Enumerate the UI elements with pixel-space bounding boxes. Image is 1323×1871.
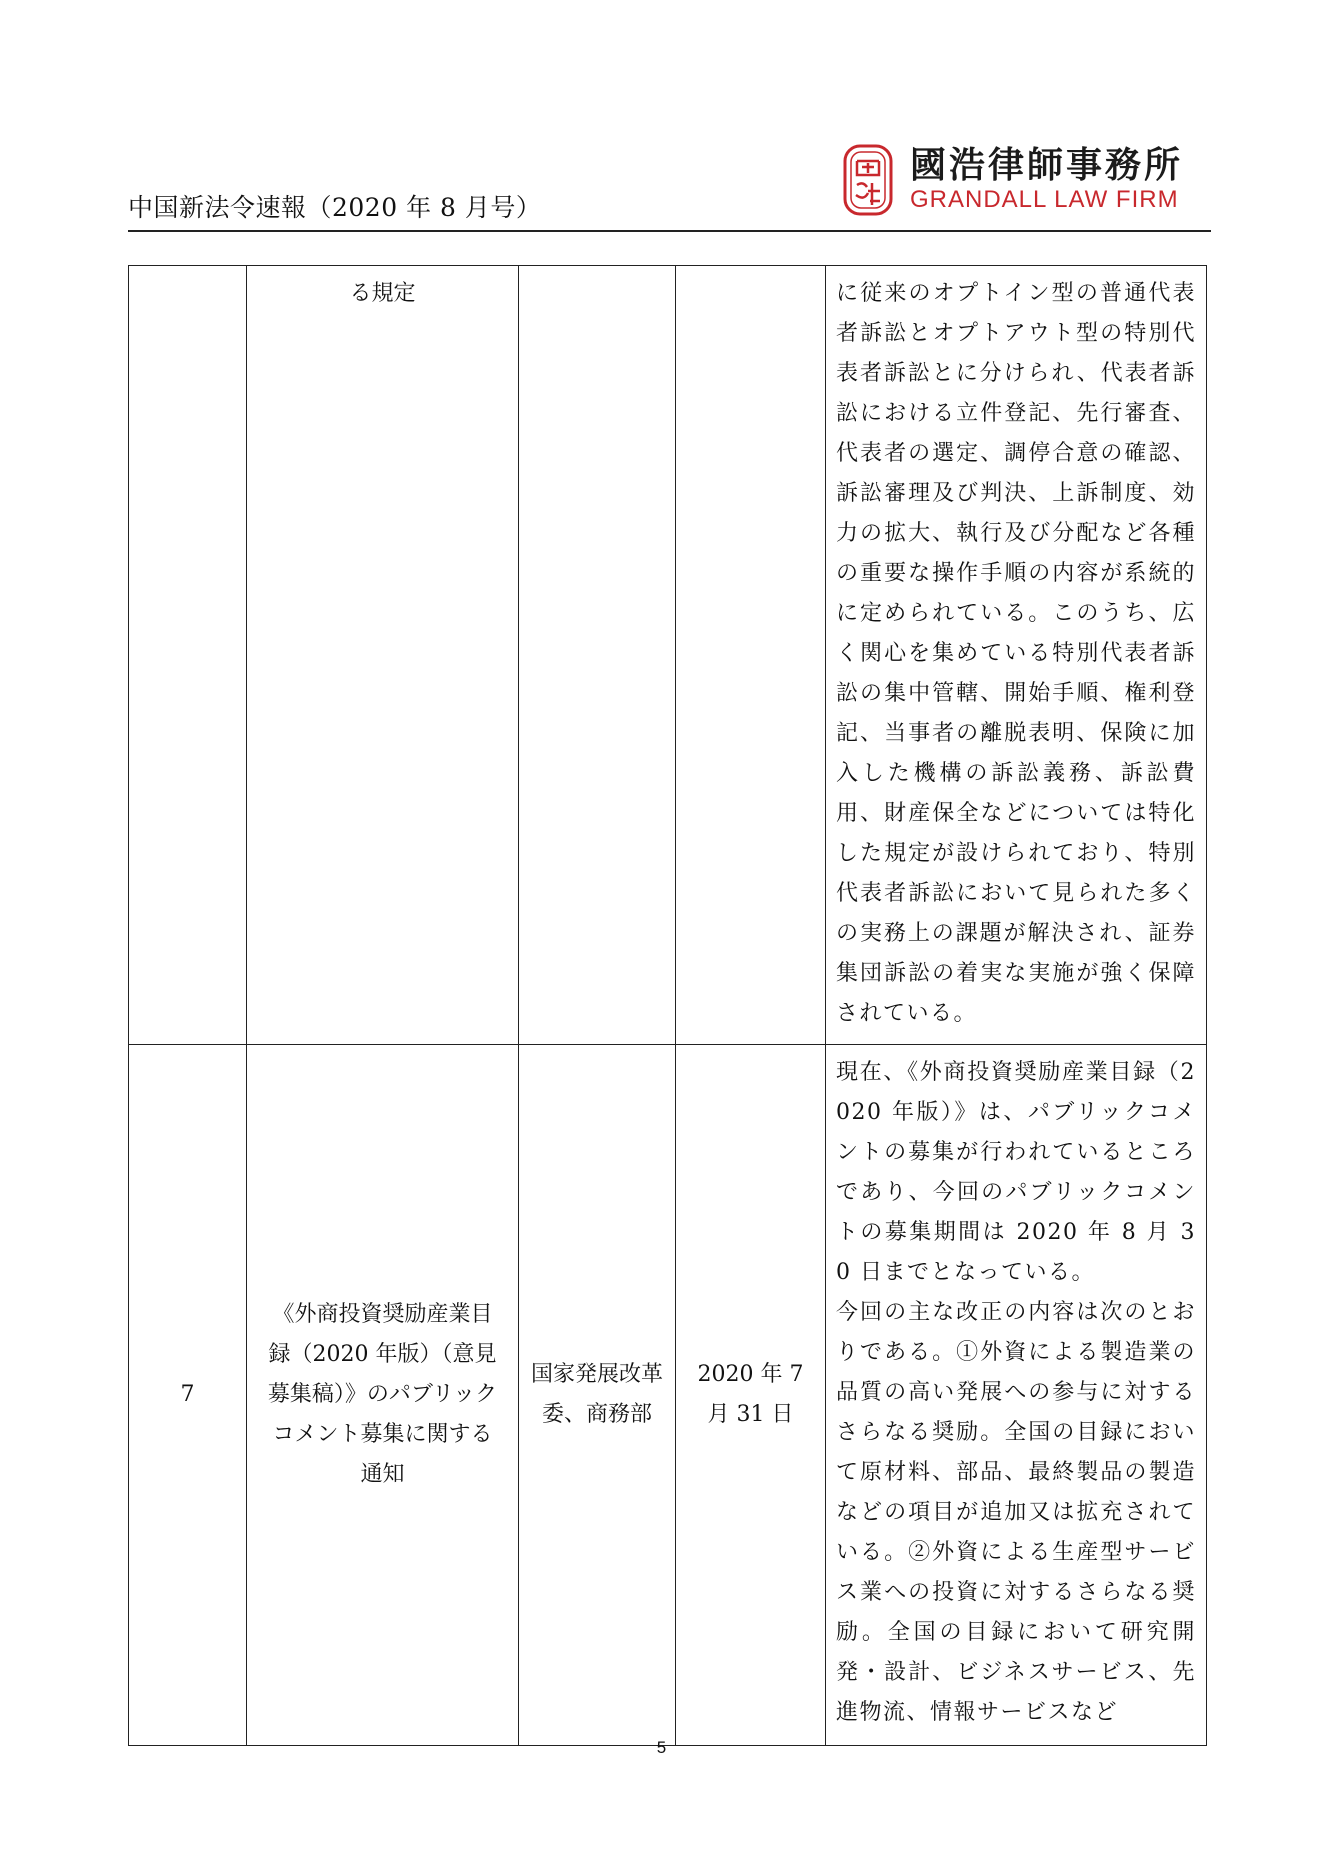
- row-number: 7: [180, 1382, 195, 1407]
- summary-paragraph: 現在、《外商投資奨励産業目録（2020 年版）》は、パブリックコメントの募集が行われているところであり、今回のパブリックコメントの募集期間は 2020 年 8 月 30 日までとなっている。: [836, 1060, 1196, 1285]
- issuing-authority-cell: [519, 1045, 676, 1746]
- table-row: [129, 1045, 1207, 1746]
- row-number-cell: [129, 1045, 247, 1746]
- summary-cell: [826, 266, 1207, 1045]
- page-header: [128, 140, 1211, 232]
- row-number-cell: [129, 266, 247, 1045]
- regulation-title: 《外商投資奨励産業目録（2020 年版）（意見募集稿）》のパブリックコメント募集に関する通知: [267, 1302, 498, 1487]
- issue-date-cell: [676, 1045, 826, 1746]
- page-number: 5: [656, 1738, 667, 1757]
- issuing-authority-cell: [519, 266, 676, 1045]
- issue-date-cell: [676, 266, 826, 1045]
- regulations-table: [128, 265, 1207, 1746]
- issue-date: 2020 年 7 月 31 日: [697, 1362, 804, 1427]
- regulation-title: る規定: [349, 281, 416, 306]
- firm-logo: [842, 140, 1183, 220]
- seal-logo-icon: [842, 143, 894, 217]
- summary-cell: [826, 1045, 1207, 1746]
- issuing-authority: 国家発展改革委、商務部: [531, 1362, 664, 1427]
- regulation-title-cell: [247, 266, 519, 1045]
- summary-paragraph: に従来のオプトイン型の普通代表者訴訟とオプトアウト型の特別代表者訴訟とに分けられ、代表者訴訟における立件登記、先行審査、代表者の選定、調停合意の確認、訴訟審理及び判決、上訴制度、効力の拡大、執行及び分配など各種の重要な操作手順の内容が系統的に定められている。このうち、広く関心を集めている特別代表者訴訟の集中管轄、開始手順、権利登記、当事者の離脱表明、保険に加入した機構の訴訟義務、訴訟費用、財産保全などについては特化した規定が設けられており、特別代表者訴訟において見られた多くの実務上の課題が解決され、証券集団訴訟の着実な実施が強く保障されている。: [836, 281, 1196, 1026]
- table-row: [129, 266, 1207, 1045]
- summary-paragraph: 今回の主な改正の内容は次のとおりである。①外資による製造業の品質の高い発展への参与に対するさらなる奨励。全国の目録において原材料、部品、最終製品の製造などの項目が追加又は拡充されている。②外資による生産型サービス業への投資に対するさらなる奨励。全国の目録において研究開発・設計、ビジネスサービス、先進物流、情報サービスなど: [836, 1300, 1196, 1725]
- header-divider: [128, 230, 1211, 232]
- newsletter-title: 中国新法令速報（2020 年 8 月号）: [128, 193, 542, 222]
- regulation-title-cell: [247, 1045, 519, 1746]
- firm-name-english: GRANDALL LAW FIRM: [909, 186, 1179, 213]
- firm-name-chinese: 國浩律師事務所: [909, 145, 1183, 186]
